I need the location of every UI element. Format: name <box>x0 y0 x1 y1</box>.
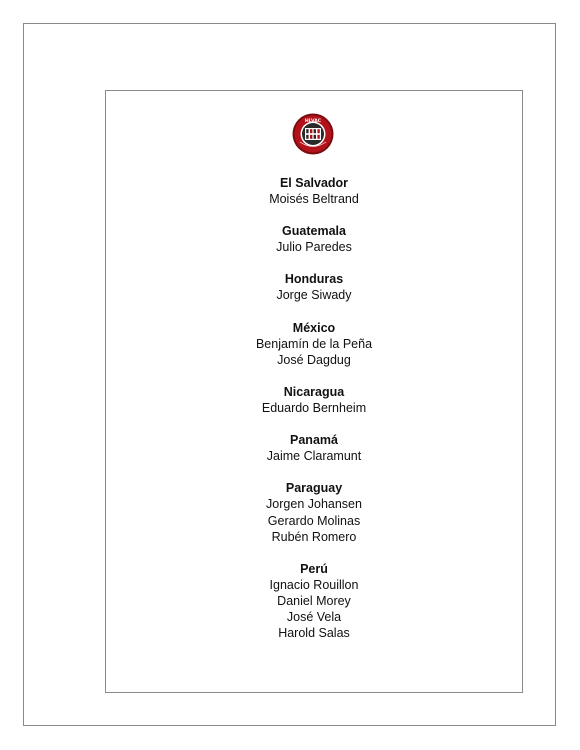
country-heading: México <box>292 320 336 335</box>
member-name: Harold Salas <box>278 626 350 641</box>
country-heading: Honduras <box>284 272 344 287</box>
member-name: Jorgen Johansen <box>266 497 362 512</box>
document-page <box>105 90 523 693</box>
country-group <box>106 223 522 255</box>
country-heading: El Salvador <box>279 176 349 190</box>
member-name: José Vela <box>286 610 342 625</box>
member-name: Jaime Claramunt <box>266 449 362 464</box>
country-heading: Nicaragua <box>283 384 345 399</box>
hlvac-logo <box>292 113 334 155</box>
logo-text-top: HLVAC <box>304 119 322 125</box>
country-group <box>106 480 522 545</box>
country-heading: Paraguay <box>285 481 343 496</box>
country-heading: Perú <box>300 561 328 576</box>
member-name: Jorge Siwady <box>276 288 352 303</box>
country-heading: Guatemala <box>282 224 346 239</box>
country-group <box>106 320 522 368</box>
country-group <box>106 175 522 207</box>
member-name: Gerardo Molinas <box>267 513 361 528</box>
country-member-list <box>106 175 522 658</box>
member-name: Eduardo Bernheim <box>261 400 367 415</box>
country-heading: Panamá <box>290 433 338 448</box>
country-group <box>106 432 522 464</box>
country-group <box>106 384 522 416</box>
member-name: Daniel Morey <box>277 594 351 609</box>
member-name: Julio Paredes <box>276 240 352 255</box>
member-name: Rubén Romero <box>271 529 357 544</box>
member-name: Benjamín de la Peña <box>255 336 373 351</box>
country-group <box>106 561 522 642</box>
outer-frame <box>23 23 556 726</box>
country-group <box>106 271 522 303</box>
member-name: José Dagdug <box>277 352 351 367</box>
member-name: Ignacio Rouillon <box>269 577 359 592</box>
member-name: Moisés Beltrand <box>269 192 359 206</box>
